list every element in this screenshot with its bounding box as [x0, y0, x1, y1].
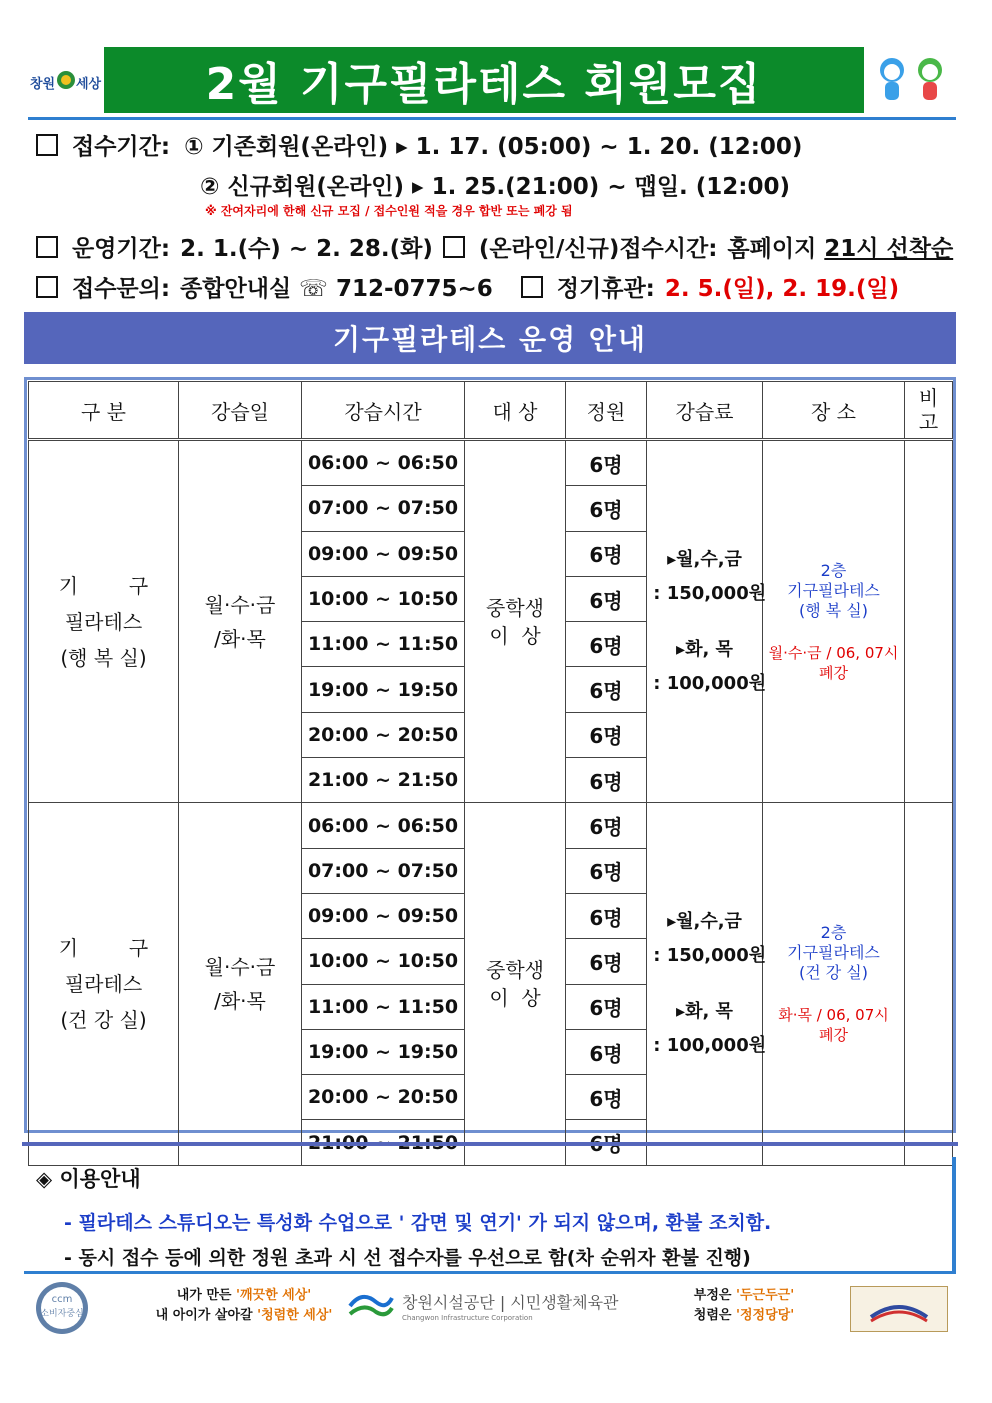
capacity-cell: 6명 — [566, 531, 647, 576]
place-cell — [763, 803, 905, 1165]
fee-line: : 150,000원 — [647, 582, 767, 604]
fee-line: : 100,000원 — [647, 672, 767, 694]
target-cell — [465, 440, 566, 803]
checkbox-icon — [443, 236, 465, 258]
capacity-cell: 6명 — [566, 893, 647, 938]
days-line: /화·목 — [214, 626, 266, 651]
notice-text: ※ 잔여자리에 한해 신규 모집 / 접수인원 적을 경우 합반 또는 폐강 됨 — [205, 204, 573, 218]
category-line: 필라테스 — [64, 972, 143, 997]
certificate-image — [850, 1286, 948, 1332]
target-cell — [465, 803, 566, 1165]
fee-cell — [647, 440, 767, 803]
target-line: 중학생 — [486, 595, 544, 620]
time-cell: 09:00 ~ 09:50 — [302, 531, 465, 576]
page-title: 2월 기구필라테스 회원모집 — [104, 47, 864, 113]
inquiry-phone: 종합안내실 ☏ 712-0775~6 — [180, 276, 493, 302]
time-cell: 07:00 ~ 07:50 — [302, 486, 465, 531]
checkbox-icon — [36, 134, 58, 156]
ccm-badge-text: 소비자중심 — [40, 1309, 84, 1319]
org-logo — [346, 1284, 646, 1334]
time-cell: 21:00 ~ 21:50 — [302, 758, 465, 803]
place-line: 기구필라테스 — [787, 580, 880, 600]
usage-title: ◈ 이용안내 — [36, 1167, 141, 1191]
slogan-1-a: 내가 만든 — [176, 1288, 236, 1303]
capacity-cell: 6명 — [566, 622, 647, 667]
place-line: 2층 — [820, 923, 847, 943]
section-title: 기구필라테스 운영 안내 — [24, 312, 956, 364]
motto-2-a: 청렴은 — [693, 1308, 736, 1323]
time-cell: 10:00 ~ 10:50 — [302, 576, 465, 621]
capacity-cell: 6명 — [566, 848, 647, 893]
closed-label: 정기휴관: — [556, 276, 655, 302]
remarks-cell — [905, 803, 953, 1165]
footer — [24, 1280, 956, 1338]
category-line: 필라테스 — [64, 609, 143, 634]
place-note-line: 폐강 — [819, 1026, 848, 1045]
fee-line: ▸화, 목 — [676, 1001, 733, 1023]
svg-text:ccm: ccm — [51, 1294, 73, 1305]
slogan-2-b: '청렴한 세상' — [257, 1308, 333, 1323]
time-cell: 11:00 ~ 11:50 — [302, 622, 465, 667]
time-cell: 20:00 ~ 20:50 — [302, 1075, 465, 1120]
svg-text:세상: 세상 — [76, 77, 102, 92]
online-time-homepage: 홈페이지 — [727, 236, 817, 262]
time-cell: 19:00 ~ 19:50 — [302, 1029, 465, 1074]
slogan-2-a: 내 아이가 살아갈 — [155, 1308, 258, 1323]
ccm-badge — [34, 1280, 90, 1336]
integrity-motto — [664, 1286, 824, 1326]
col-header: 강습시간 — [302, 382, 465, 440]
col-header: 강습료 — [647, 382, 763, 440]
target-line: 중학생 — [486, 958, 544, 983]
closed-dates: 2. 5.(일), 2. 19.(일) — [664, 276, 900, 302]
col-header: 강습일 — [179, 382, 302, 440]
checkbox-icon — [36, 276, 58, 298]
fee-line: : 150,000원 — [647, 945, 767, 967]
time-cell: 06:00 ~ 06:50 — [302, 803, 465, 848]
motto-1-b: '두근두근' — [736, 1288, 795, 1303]
days-cell — [179, 440, 302, 803]
capacity-cell: 6명 — [566, 758, 647, 803]
time-cell: 09:00 ~ 09:50 — [302, 893, 465, 938]
place-line: (건 강 실) — [798, 963, 869, 983]
fee-line: ▸화, 목 — [676, 638, 733, 660]
motto-1-a: 부정은 — [693, 1288, 736, 1303]
time-cell: 20:00 ~ 20:50 — [302, 712, 465, 757]
inquiry-label: 접수문의: — [72, 276, 171, 302]
checkbox-icon — [36, 236, 58, 258]
days-cell — [179, 803, 302, 1165]
col-header: 구 분 — [29, 382, 179, 440]
existing-member-period: ① 기존회원(온라인) ▸ 1. 17. (05:00) ~ 1. 20. (12:00) — [184, 134, 803, 160]
capacity-cell: 6명 — [566, 939, 647, 984]
days-line: 월·수·금 — [204, 592, 276, 617]
col-header: 장 소 — [763, 382, 905, 440]
remarks-cell — [905, 440, 953, 803]
operation-row — [36, 230, 953, 263]
col-header: 대 상 — [465, 382, 566, 440]
operation-period: 2. 1.(수) ~ 2. 28.(화) — [180, 236, 433, 262]
inquiry-row — [36, 270, 899, 303]
time-cell: 07:00 ~ 07:50 — [302, 848, 465, 893]
table-header-row — [29, 382, 953, 440]
section-divider — [22, 1142, 958, 1146]
place-line: 2층 — [820, 560, 847, 580]
capacity-cell: 6명 — [566, 440, 647, 486]
days-line: /화·목 — [214, 989, 266, 1014]
operation-label: 운영기간: — [72, 236, 171, 262]
capacity-cell: 6명 — [566, 576, 647, 621]
capacity-cell: 6명 — [566, 486, 647, 531]
checkbox-icon — [521, 276, 543, 298]
time-cell: 06:00 ~ 06:50 — [302, 440, 465, 486]
new-member-period: ② 신규회원(온라인) ▸ 1. 25.(21:00) ~ 맵일. (12:00) — [200, 174, 791, 200]
org-emblem-icon — [346, 1284, 396, 1330]
col-header: 정원 — [566, 382, 647, 440]
capacity-cell: 6명 — [566, 1029, 647, 1074]
capacity-cell: 6명 — [566, 803, 647, 848]
place-line: 기구필라테스 — [787, 943, 880, 963]
days-line: 월·수·금 — [204, 955, 276, 980]
online-time-label: (온라인/신규)접수시간: — [478, 236, 718, 262]
slogan-1-b: '깨끗한 세상' — [236, 1288, 312, 1303]
time-cell: 19:00 ~ 19:50 — [302, 667, 465, 712]
online-time-first-come: 21시 선착순 — [824, 236, 954, 262]
capacity-cell: 6명 — [566, 712, 647, 757]
org-sub: Changwon Infrastructure Corporation — [402, 1314, 533, 1322]
clean-slogan — [144, 1286, 344, 1326]
col-header — [905, 382, 953, 440]
header-divider — [28, 117, 956, 120]
fee-line: ▸월,수,금 — [667, 548, 742, 570]
remarks-header: 비고 — [918, 386, 939, 434]
time-cell: 11:00 ~ 11:50 — [302, 984, 465, 1029]
org-name: 창원시설공단 | 시민생활체육관 — [402, 1293, 619, 1312]
target-line: 이 상 — [489, 623, 541, 648]
usage-line-2: - 동시 접수 등에 의한 정원 초과 시 선 접수자를 우선으로 함(차 순위자 환불 진행) — [64, 1247, 751, 1269]
capacity-cell: 6명 — [566, 984, 647, 1029]
target-line: 이 상 — [489, 986, 541, 1011]
place-cell — [763, 440, 905, 803]
capacity-cell: 6명 — [566, 1075, 647, 1120]
mascot-image — [872, 52, 952, 108]
reception-label: 접수기간: — [72, 134, 171, 160]
fee-line: : 100,000원 — [647, 1035, 767, 1057]
time-cell: 10:00 ~ 10:50 — [302, 939, 465, 984]
svg-text:창원: 창원 — [30, 77, 56, 92]
category-cell — [29, 440, 179, 803]
place-note-line: 화·목 / 06, 07시 — [778, 1006, 889, 1025]
category-cell — [29, 803, 179, 1165]
category-line: (행 복 실) — [60, 645, 147, 670]
place-note-line: 폐강 — [819, 663, 848, 682]
reception-row — [36, 128, 802, 161]
category-line: (건 강 실) — [60, 1008, 147, 1033]
table-row — [29, 803, 953, 848]
place-note-line: 월·수·금 / 06, 07시 — [768, 643, 899, 662]
table-row — [29, 440, 953, 486]
city-logo — [28, 58, 104, 104]
category-line: 기 구 — [58, 936, 149, 961]
schedule-table — [28, 381, 953, 1166]
usage-line-1: - 필라테스 스튜디오는 특성화 수업으로 ' 감면 및 연기' 가 되지 않으며, 환불 조치함. — [64, 1212, 772, 1234]
place-line: (행 복 실) — [798, 600, 869, 620]
category-line: 기 구 — [58, 573, 149, 598]
motto-2-b: '정정당당' — [736, 1308, 795, 1323]
fee-cell — [647, 803, 767, 1165]
fee-line: ▸월,수,금 — [667, 911, 742, 933]
new-member-row — [200, 168, 790, 201]
capacity-cell: 6명 — [566, 667, 647, 712]
